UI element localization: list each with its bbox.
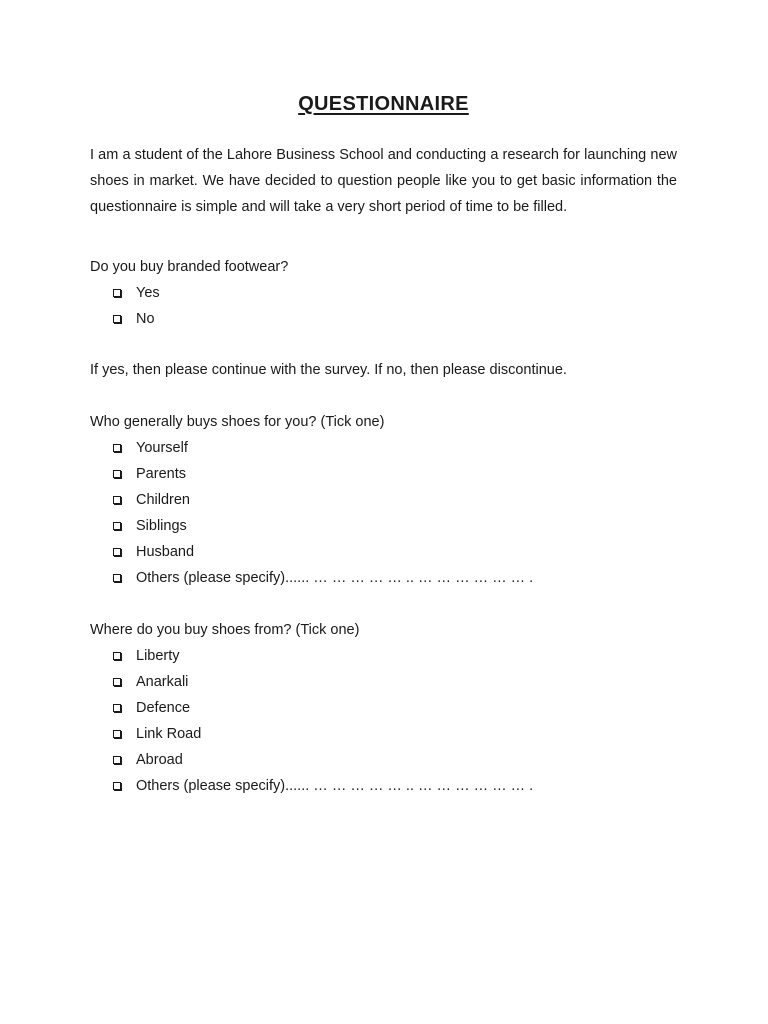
checkbox-icon[interactable]: [113, 548, 121, 556]
option-siblings[interactable]: [113, 513, 677, 539]
intro-paragraph: I am a student of the Lahore Business School and conducting a research for launching new shoes in market. We have decided to question people like you to get basic information the questionnaire is simple and will take a very short period of time to be filled.: [90, 147, 677, 215]
checkbox-icon[interactable]: [113, 678, 121, 686]
continue-note: [90, 357, 677, 383]
option-yourself[interactable]: [113, 435, 677, 461]
option-children[interactable]: [113, 487, 677, 513]
option-liberty[interactable]: [113, 643, 677, 669]
questionnaire-page: [90, 90, 677, 799]
checkbox-icon[interactable]: [113, 315, 121, 323]
page-title: QUESTIONNAIRE: [298, 93, 469, 115]
note-text: If yes, then please continue with the survey. If no, then please discontinue.: [90, 362, 567, 378]
question-branded-footwear: [90, 254, 677, 332]
option-label: Children: [136, 492, 190, 508]
option-label: Husband: [136, 544, 195, 560]
question-text: Do you buy branded footwear?: [90, 259, 289, 275]
option-anarkali[interactable]: [113, 669, 677, 695]
option-husband[interactable]: [113, 539, 677, 565]
option-label: Defence: [136, 700, 191, 716]
option-label: Yourself: [136, 440, 188, 456]
question-text: Where do you buy shoes from? (Tick one): [90, 622, 360, 638]
checkbox-icon[interactable]: [113, 730, 121, 738]
option-label: Abroad: [136, 752, 183, 768]
question-where-buy: [90, 617, 677, 799]
option-label: Parents: [136, 466, 186, 482]
checkbox-icon[interactable]: [113, 496, 121, 504]
checkbox-icon[interactable]: [113, 470, 121, 478]
option-yes[interactable]: [113, 280, 677, 306]
checkbox-icon[interactable]: [113, 652, 121, 660]
option-parents[interactable]: [113, 461, 677, 487]
option-others[interactable]: [113, 565, 677, 591]
checkbox-icon[interactable]: [113, 444, 121, 452]
option-others[interactable]: [113, 773, 677, 799]
option-label: Yes: [136, 285, 160, 301]
checkbox-icon[interactable]: [113, 289, 121, 297]
option-label: Liberty: [136, 648, 180, 664]
checkbox-icon[interactable]: [113, 756, 121, 764]
checkbox-icon[interactable]: [113, 782, 121, 790]
options-list: [90, 280, 677, 332]
option-label: Siblings: [136, 518, 187, 534]
option-label: Others (please specify)...... … … … … … .. … … … … … … .: [136, 570, 534, 586]
checkbox-icon[interactable]: [113, 704, 121, 712]
option-defence[interactable]: [113, 695, 677, 721]
question-who-buys: [90, 409, 677, 591]
checkbox-icon[interactable]: [113, 574, 121, 582]
option-abroad[interactable]: [113, 747, 677, 773]
options-list: [90, 435, 677, 591]
question-text: Who generally buys shoes for you? (Tick one): [90, 414, 385, 430]
checkbox-icon[interactable]: [113, 522, 121, 530]
option-label: Link Road: [136, 726, 202, 742]
option-label: Others (please specify)...... … … … … … .. … … … … … … .: [136, 778, 534, 794]
option-no[interactable]: [113, 306, 677, 332]
option-label: No: [136, 311, 155, 327]
option-link-road[interactable]: [113, 721, 677, 747]
option-label: Anarkali: [136, 674, 189, 690]
options-list: [90, 643, 677, 799]
